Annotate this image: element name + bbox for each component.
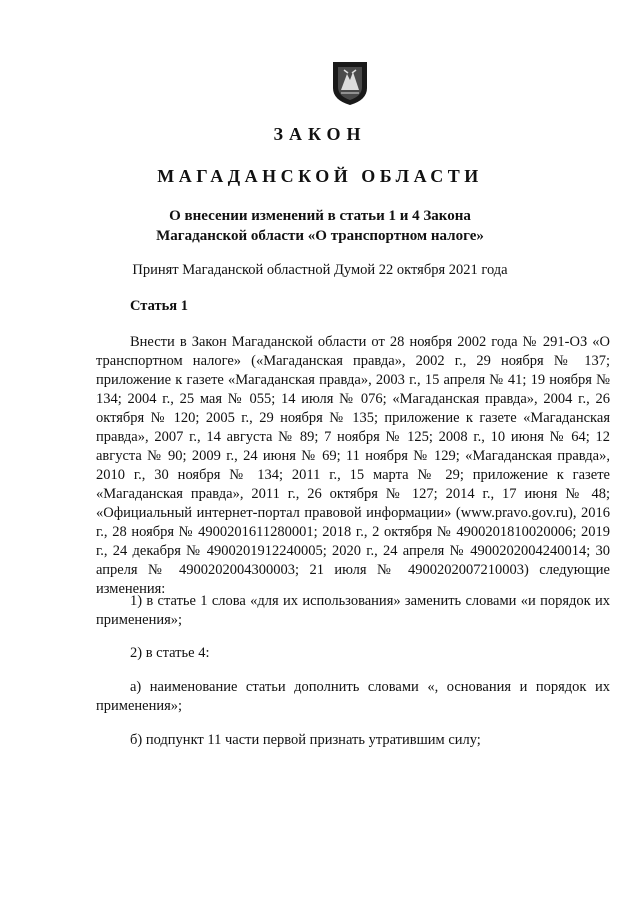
article-heading: Статья 1 — [130, 298, 188, 314]
subject-line-1: О внесении изменений в статьи 1 и 4 Закона — [169, 208, 471, 224]
coat-of-arms-icon — [331, 60, 369, 106]
item-2b-text: б) подпункт 11 части первой признать утратившим силу; — [130, 732, 481, 748]
subject-line-2: Магаданской области «О транспортном налоге» — [156, 228, 484, 244]
item-2a — [96, 678, 610, 716]
adoption-note: Принят Магаданской областной Думой 22 октября 2021 года — [132, 262, 508, 278]
lead-text: Внести в Закон Магаданской области от 28 ноября 2002 года № 291-ОЗ «О транспортном налоге» («Магаданская правда», 2002 г., 29 ноября № 137; приложение к газете «Магаданская правда», 2003 г., 15 апреля № 41; 19 ноября № 134; 2004 г., 25 мая № 055; 14 июля № 076; «Магаданская правда», 2004 г., 26 октября № 120; 2005 г., 29 ноября № 135; приложение к газете «Магаданская правда», 2007 г., 14 августа № 89; 7 ноября № 125; 2008 г., 10 июня № 64; 12 августа № 90; 2009 г., 24 июня № 69; 11 ноября № 129; «Магаданская правда», 2010 г., 30 ноября № 134; 2011 г., 15 марта № 29; приложение к газете «Магаданская правда», 2011 г., 26 октября № 127; 2014 г., 17 июня № 48; «Официальный интернет-портал правовой информации» (www.pravo.gov.ru), 2016 г., 28 ноября № 4900201611280001; 2018 г., 2 октября № 4900201810020006; 2019 г., 24 декабря № 4900201912240005; 2020 г., 24 апреля № 4900202004240014; 30 апреля № 4900202004300003; 21 июля № 4900202007210003) следующие изменения: — [96, 334, 610, 597]
law-subject — [0, 206, 640, 246]
item-2a-text: а) наименование статьи дополнить словами «, основания и порядок их применения»; — [96, 679, 610, 714]
item-1-text: 1) в статье 1 слова «для их использования» заменить словами «и порядок их применения»; — [96, 593, 610, 628]
region-title: МАГАДАНСКОЙ ОБЛАСТИ — [157, 166, 483, 186]
document-title: ЗАКОН — [273, 124, 367, 144]
item-2-text: 2) в статье 4: — [130, 645, 210, 661]
item-1 — [96, 592, 610, 630]
article-lead-paragraph — [96, 333, 610, 599]
item-2b — [96, 731, 610, 750]
item-2 — [96, 644, 610, 663]
